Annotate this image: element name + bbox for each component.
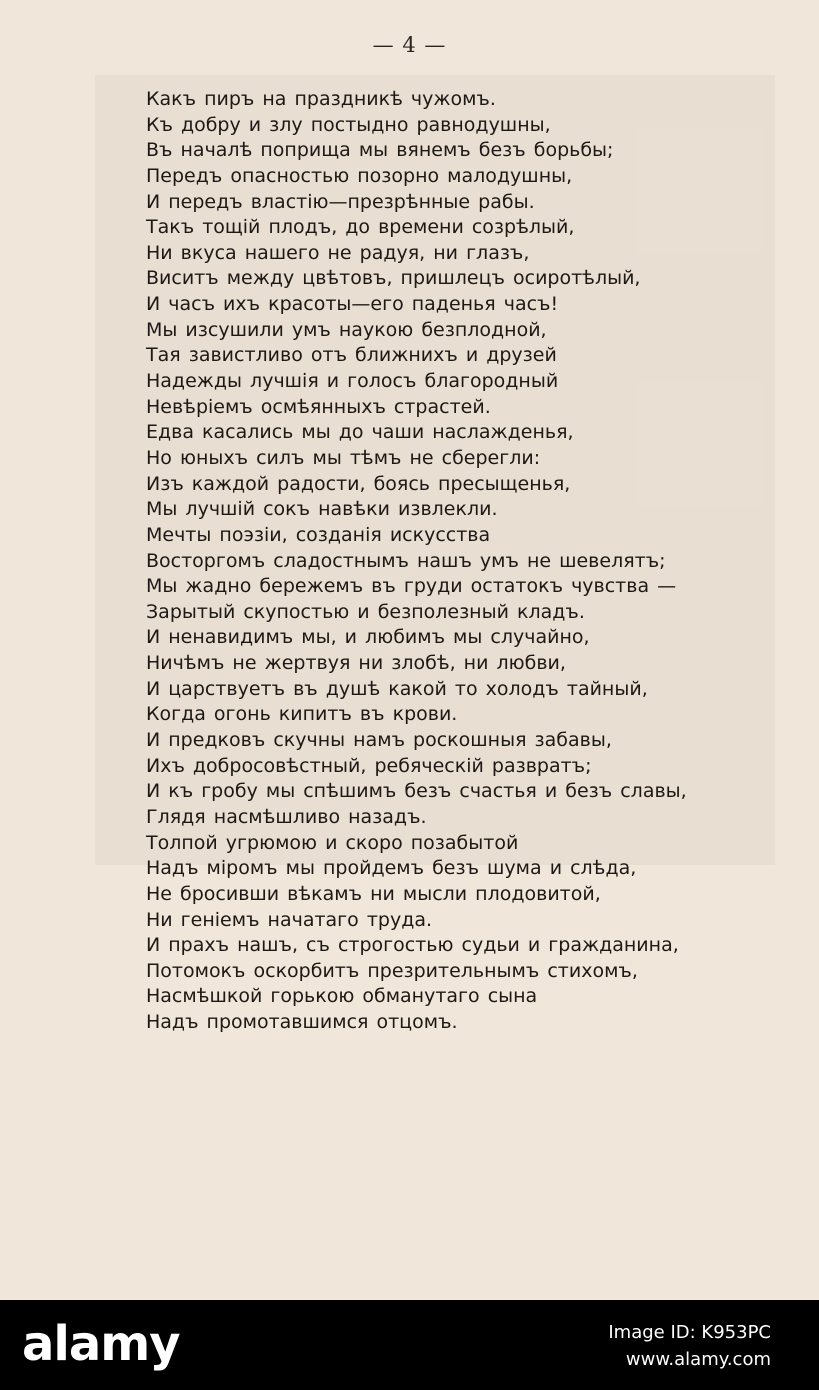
poem-line: И царствуетъ въ душѣ какой то холодъ тайный, (146, 677, 648, 700)
poem-line: Къ добру и злу постыдно равнодушны, (146, 113, 551, 136)
poem-line: Мы лучшій сокъ навѣки извлекли. (146, 498, 498, 521)
alamy-logo: alamy (22, 1316, 180, 1372)
poem-line: Не бросивши вѣкамъ ни мысли плодовитой, (146, 882, 601, 905)
page-number: — 4 — (372, 33, 447, 57)
poem-line: Глядя насмѣшливо назадъ. (146, 805, 427, 828)
poem-line: Мы жадно бережемъ въ груди остатокъ чувства — (146, 575, 677, 598)
poem-line: Надъ міромъ мы пройдемъ безъ шума и слѣда, (146, 857, 637, 880)
poem-line: Какъ пиръ на праздникѣ чужомъ. (146, 88, 496, 110)
poem-line: И часъ ихъ красоты—его паденья часъ! (146, 293, 559, 316)
poem-text (146, 87, 687, 1036)
image-id-label: Image ID: K953PC (608, 1322, 771, 1343)
poem-line: Мечты поэзіи, созданія искусства (146, 523, 491, 546)
poem-line: Насмѣшкой горькою обманутаго сына (146, 985, 538, 1008)
poem-line: Ни вкуса нашего не радуя, ни глазъ, (146, 241, 530, 264)
site-url-label: www.alamy.com (625, 1349, 771, 1370)
poem-line: Передъ опасностью позорно малодушны, (146, 164, 573, 187)
poem-line: Изъ каждой радости, боясь пресыщенья, (146, 472, 571, 495)
poem-line: Едва касались мы до чаши наслажденья, (146, 421, 574, 444)
poem-line: И передъ властію—презрѣнные рабы. (146, 190, 535, 213)
poem-line: И прахъ нашъ, съ строгостью судьи и гражданина, (146, 934, 679, 957)
poem-line: Надъ промотавшимся отцомъ. (146, 1011, 458, 1034)
poem-line: Виситъ между цвѣтовъ, пришлецъ осиротѣлый, (146, 267, 641, 290)
poem-line: Ничѣмъ не жертвуя ни злобѣ, ни любви, (146, 652, 566, 675)
poem-line: Ихъ добросовѣстный, ребяческій развратъ; (146, 754, 592, 777)
poem-line: Когда огонь кипитъ въ крови. (146, 703, 458, 726)
poem-line: Тая завистливо отъ ближнихъ и друзей (146, 344, 557, 367)
poem-line: Невѣріемъ осмѣянныхъ страстей. (146, 395, 491, 418)
poem-line: Въ началѣ поприща мы вянемъ безъ борьбы; (146, 139, 614, 162)
poem-line: Но юныхъ силъ мы тѣмъ не сберегли: (146, 446, 541, 469)
poem-line: И къ гробу мы спѣшимъ безъ счастья и безъ славы, (146, 780, 687, 803)
poem-line: И ненавидимъ мы, и любимъ мы случайно, (146, 626, 590, 649)
poem-line: И предковъ скучны намъ роскошныя забавы, (146, 729, 612, 752)
poem-line: Толпой угрюмою и скоро позабытой (146, 831, 519, 854)
poem-line: Мы изсушили умъ наукою безплодной, (146, 318, 547, 341)
poem-line: Такъ тощій плодъ, до времени созрѣлый, (146, 216, 575, 239)
poem-line: Надежды лучшія и голосъ благородный (146, 370, 559, 393)
poem-line: Потомокъ оскорбитъ презрительнымъ стихомъ, (146, 959, 638, 982)
poem-line: Зарытый скупостью и безполезный кладъ. (146, 600, 585, 623)
poem-line: Восторгомъ сладостнымъ нашъ умъ не шевелятъ; (146, 549, 666, 572)
poem-line: Ни геніемъ начатаго труда. (146, 908, 433, 931)
